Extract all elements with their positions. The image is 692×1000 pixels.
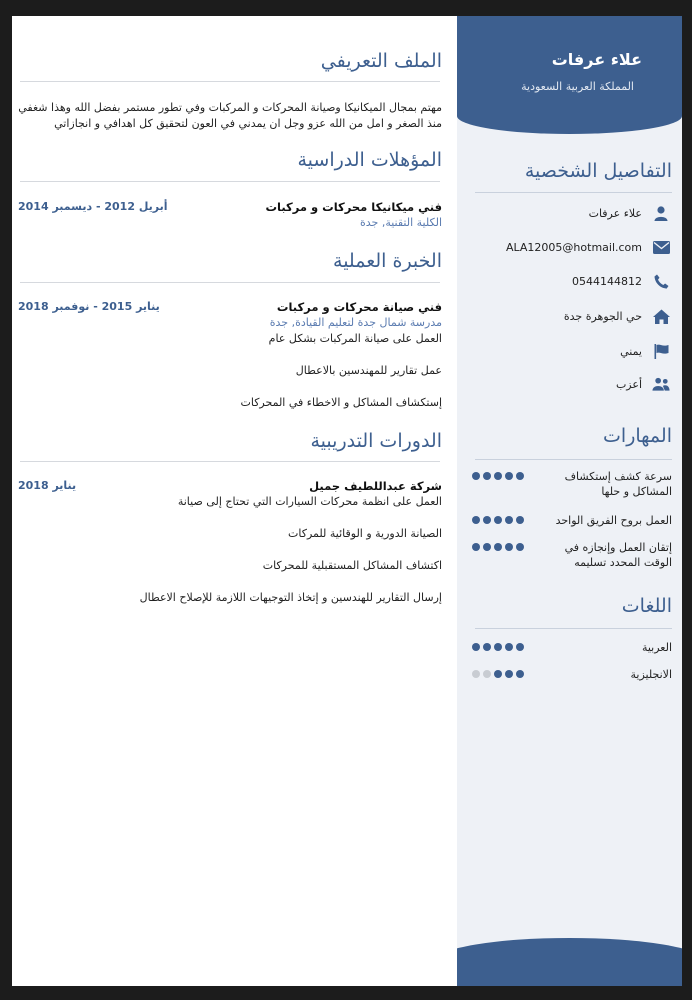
skill-rating (472, 543, 524, 551)
rating-dot-filled (516, 670, 524, 678)
education-divider (20, 181, 440, 182)
candidate-country: المملكة العربية السعودية (521, 80, 634, 93)
education-entry-date: أبريل 2012 - ديسمبر 2014 (18, 200, 168, 213)
detail-nationality (470, 341, 670, 361)
experience-title: الخبرة العملية (333, 250, 442, 272)
rating-dot-filled (483, 516, 491, 524)
rating-dot-filled (483, 472, 491, 480)
training-entry-title: شركة عبداللطيف جميل (309, 479, 442, 493)
sidebar-footer (457, 938, 682, 986)
detail-name (470, 203, 670, 223)
phone-icon (652, 273, 670, 289)
skill-rating (472, 472, 524, 480)
education-entry-title: فني ميكانيكا محركات و مركبات (265, 200, 442, 214)
language-row (472, 640, 672, 655)
rating-dot-filled (483, 643, 491, 651)
rating-dot-filled (483, 543, 491, 551)
detail-email[interactable] (470, 237, 670, 257)
experience-divider (20, 282, 440, 283)
experience-entry-date: يناير 2015 - نوفمبر 2018 (18, 300, 160, 313)
rating-dot-filled (516, 472, 524, 480)
detail-marital-status-text: أعزب (615, 377, 642, 391)
detail-address (470, 306, 670, 326)
rating-dot-filled (505, 670, 513, 678)
language-label: العربية (641, 641, 672, 654)
rating-dot-filled (494, 472, 502, 480)
detail-phone-text: 0544144812 (572, 274, 642, 288)
skill-label: سرعة كشف إستكشاف المشاكل و حلها (564, 470, 672, 498)
users-icon (652, 376, 670, 392)
candidate-name: علاء عرفات (551, 50, 642, 69)
skills-divider (475, 459, 672, 460)
training-divider (20, 461, 440, 462)
experience-duty: إستكشاف المشاكل و الاخطاء في المحركات (240, 396, 442, 409)
skill-label: إتقان العمل وإنجازه في الوقت المحدد تسليمه (564, 541, 672, 569)
profile-divider (20, 81, 440, 82)
envelope-icon (652, 239, 670, 255)
rating-dot-filled (505, 543, 513, 551)
rating-dot-filled (494, 670, 502, 678)
detail-marital-status (470, 374, 670, 394)
language-rating (472, 670, 524, 678)
rating-dot-filled (472, 643, 480, 651)
personal-details-title: التفاصيل الشخصية (524, 160, 672, 182)
rating-dot-filled (494, 543, 502, 551)
sidebar-header (457, 16, 682, 134)
rating-dot-filled (472, 516, 480, 524)
training-item: إرسال التقارير للهندسين و إتخاذ التوجيهات اللازمة للإصلاح الاعطال (139, 591, 442, 604)
skill-row (472, 513, 672, 528)
rating-dot-filled (472, 472, 480, 480)
languages-title: اللغات (621, 595, 672, 617)
skill-row (472, 540, 672, 570)
language-row (472, 667, 672, 682)
training-entry-date: يناير 2018 (18, 479, 77, 492)
rating-dot-filled (494, 516, 502, 524)
personal-details-divider (475, 192, 672, 193)
resume-page (12, 16, 682, 986)
detail-name-text: علاء عرفات (588, 206, 642, 220)
detail-nationality-text: يمني (620, 344, 642, 358)
languages-divider (475, 628, 672, 629)
skill-row (472, 469, 672, 499)
training-title: الدورات التدريبية (310, 430, 442, 452)
detail-address-text: حي الجوهرة جدة (563, 309, 642, 323)
experience-entry-title: فني صيانة محركات و مركبات (276, 300, 442, 314)
home-icon (652, 308, 670, 324)
experience-duty: العمل على صيانة المركبات بشكل عام (268, 332, 442, 345)
skill-rating (472, 516, 524, 524)
detail-email-text: ALA12005@hotmail.com (506, 240, 642, 254)
profile-text: مهتم بمجال الميكانيكا وصيانة المحركات و المركبات وفي تطور مستمر بفضل الله وهذا شغفي منذ الصغر و امل من الله عزو وجل ان يمدني في العون لتحقيق كل اهدافي و انجازاتي (18, 101, 442, 130)
education-title: المؤهلات الدراسية (297, 149, 442, 171)
rating-dot-filled (516, 516, 524, 524)
rating-dot-filled (472, 543, 480, 551)
skills-title: المهارات (603, 425, 672, 447)
rating-dot-filled (494, 643, 502, 651)
language-label: الانجليزية (630, 668, 672, 681)
rating-dot-filled (516, 543, 524, 551)
training-item: العمل على انظمة محركات السيارات التي تحتاج إلى صيانة (177, 495, 442, 508)
training-item: اكتشاف المشاكل المستقبلية للمحركات (262, 559, 442, 572)
rating-dot-filled (505, 472, 513, 480)
experience-entry-employer: مدرسة شمال جدة لتعليم القيادة, جدة (269, 316, 442, 329)
rating-dot-empty (472, 670, 480, 678)
detail-phone[interactable] (470, 271, 670, 291)
rating-dot-filled (505, 643, 513, 651)
rating-dot-filled (516, 643, 524, 651)
experience-duty: عمل تقارير للمهندسين بالاعطال (295, 364, 442, 377)
skill-label: العمل بروح الفريق الواحد (555, 514, 672, 527)
language-rating (472, 643, 524, 651)
user-icon (652, 205, 670, 221)
profile-title: الملف التعريفي (320, 50, 442, 72)
sidebar (457, 16, 682, 986)
training-item: الصيانة الدورية و الوقائية للمركات (288, 527, 442, 540)
rating-dot-filled (505, 516, 513, 524)
rating-dot-empty (483, 670, 491, 678)
education-entry-institution: الكلية التقنية, جدة (360, 216, 442, 229)
flag-icon (652, 343, 670, 359)
